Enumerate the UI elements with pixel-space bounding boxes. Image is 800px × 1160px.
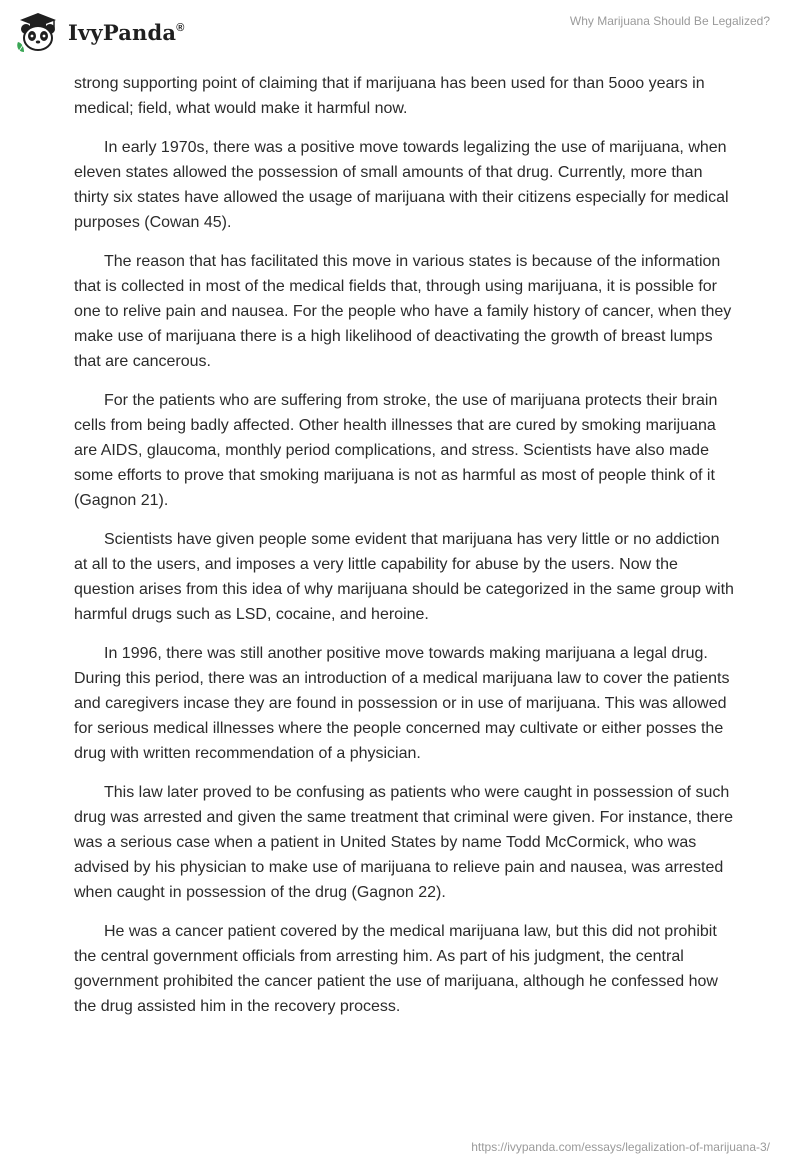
panda-graduation-cap-icon xyxy=(14,10,62,54)
paragraph-2: In early 1970s, there was a positive move towards legalizing the use of marijuana, when eleven states allowed the possession of small amounts of that drug. Currently, more than thirty six states have allowed the usage of marijuana with their citizens especially for medical purposes (Cowan 45). xyxy=(74,139,729,231)
page-header xyxy=(0,0,800,64)
paragraph-3: The reason that has facilitated this move in various states is because of the information that is collected in most of the medical fields that, through using marijuana, it is possible for one to relive pain and nausea. For the people who have a family history of cancer, when they make use of marijuana there is a high likelihood of deactivating the growth of breast lumps that are cancerous. xyxy=(74,253,732,370)
registered-mark: ® xyxy=(176,21,185,34)
paragraph-8: He was a cancer patient covered by the medical marijuana law, but this did not prohibit the central government officials from arresting him. As part of his judgment, the central government prohibited the cancer patient the use of marijuana, although he confessed how the drug assisted him in the recovery process. xyxy=(74,923,718,1015)
source-url-link[interactable]: https://ivypanda.com/essays/legalization-of-marijuana-3/ xyxy=(471,1140,770,1154)
essay-body xyxy=(74,71,734,1033)
paragraph-6: In 1996, there was still another positive move towards making marijuana a legal drug. During this period, there was an introduction of a medical marijuana law to cover the patients and caregivers incase they are found in possession or in use of marijuana. This was allowed for serious medical illnesses where the people concerned may cultivate or either posses the drug with written recommendation of a physician. xyxy=(74,645,730,762)
brand-name xyxy=(68,20,185,45)
paragraph-7: This law later proved to be confusing as patients who were caught in possession of such drug was arrested and given the same treatment that criminal were given. For instance, there was a serious case when a patient in United States by name Todd McCormick, who was advised by his physician to make use of marijuana to relieve pain and nausea, was arrested when caught in possession of the drug (Gagnon 22). xyxy=(74,784,733,901)
brand-logo[interactable] xyxy=(14,10,185,54)
brand-name-text: IvyPanda xyxy=(68,19,177,45)
document-title: Why Marijuana Should Be Legalized? xyxy=(569,14,770,28)
paragraph-5: Scientists have given people some evident that marijuana has very little or no addiction at all to the users, and imposes a very little capability for abuse by the users. Now the question arises from this idea of why marijuana should be categorized in the same group with harmful drugs such as LSD, cocaine, and heroine. xyxy=(74,531,734,623)
paragraph-4: For the patients who are suffering from stroke, the use of marijuana protects their brain cells from being badly affected. Other health illnesses that are cured by smoking marijuana are AIDS, glaucoma, monthly period complications, and stress. Scientists have also made some efforts to prove that smoking marijuana is not as harmful as most of people think of it (Gagnon 21). xyxy=(74,392,718,509)
paragraph-1: strong supporting point of claiming that if marijuana has been used for than 5ooo years in medical; field, what would make it harmful now. xyxy=(74,75,705,117)
